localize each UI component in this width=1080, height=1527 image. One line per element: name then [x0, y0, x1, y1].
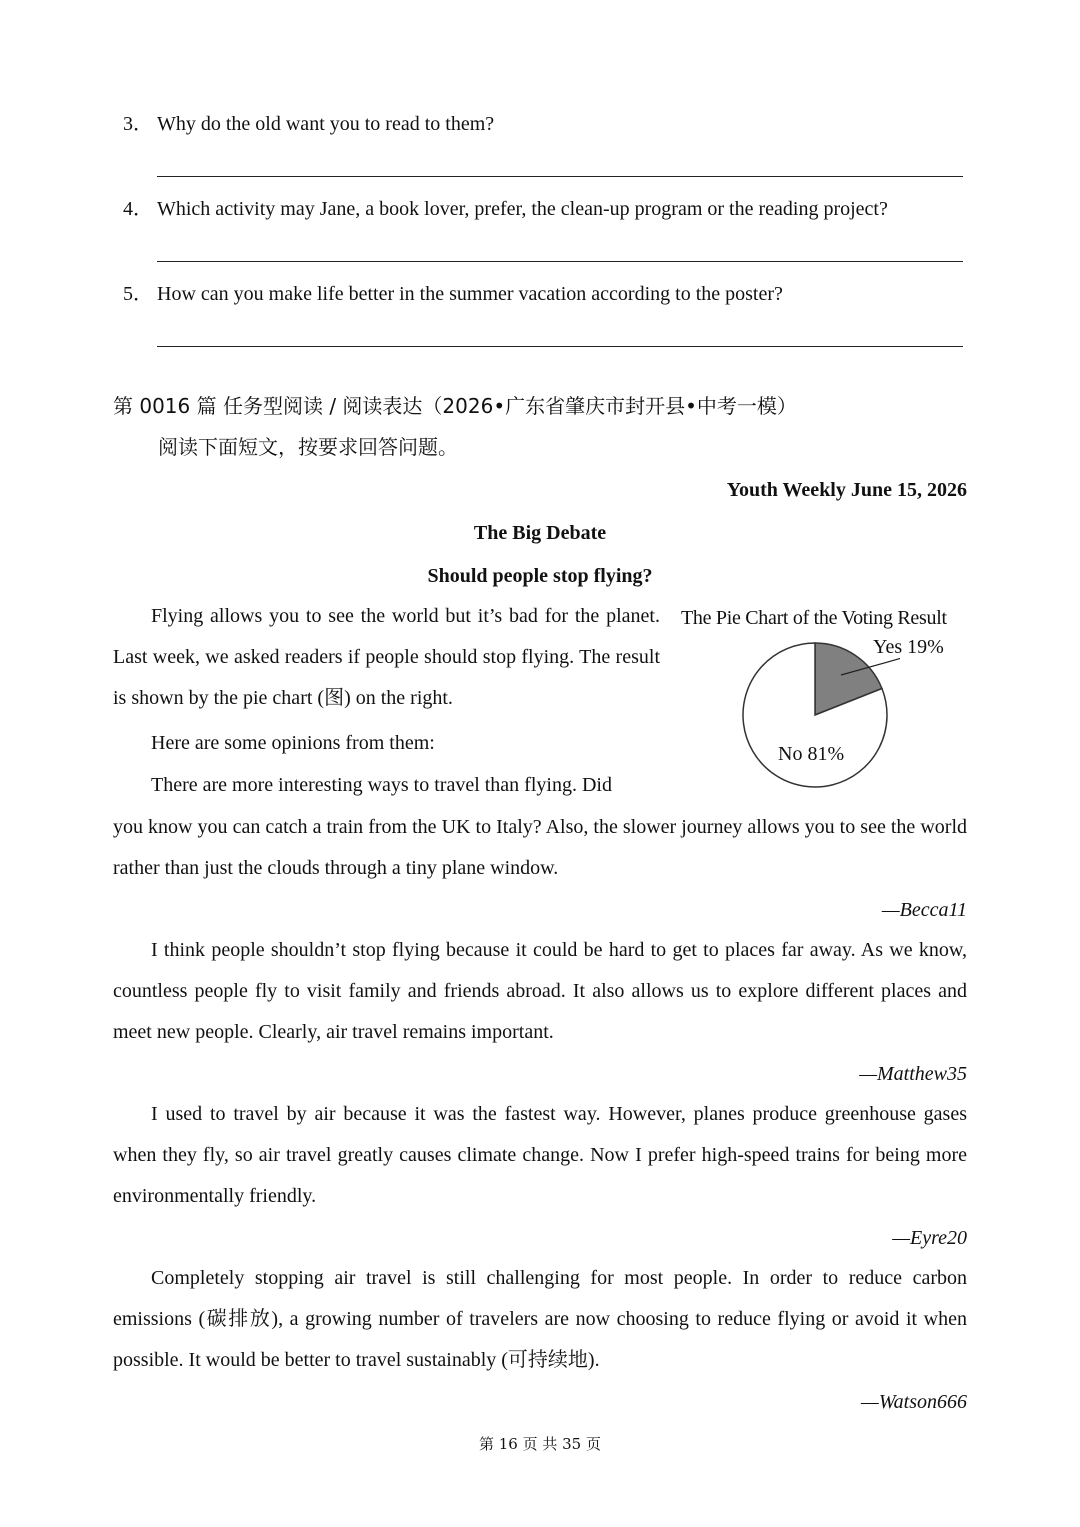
opinion-3: I used to travel by air because it was the fastest way. However, planes produce greenhouse gases when they fly, so air travel greatly causes climate change. Now I prefer high-speed trains for being more environmentally friendly. — [113, 1103, 967, 1207]
signature-1: —Becca11 — [881, 899, 967, 921]
pie-label-yes: Yes 19% — [873, 636, 944, 658]
question-number: 4． — [123, 198, 153, 220]
answer-line-4[interactable] — [157, 261, 963, 262]
question-5 — [123, 282, 783, 306]
opinion-1-first-line: There are more interesting ways to travel than flying. Did — [151, 774, 612, 796]
signature-3: —Eyre20 — [892, 1227, 967, 1249]
answer-line-3[interactable] — [157, 176, 963, 177]
opinions-intro: Here are some opinions from them: — [151, 732, 435, 754]
section-title: 第 0016 篇 任务型阅读 / 阅读表达（2026•广东省肇庆市封开县•中考一模） — [113, 394, 797, 418]
article-title: The Big Debate — [473, 522, 607, 544]
page-footer: 第 16 页 共 35 页 — [478, 1435, 601, 1453]
pie-label-no: No 81% — [778, 743, 845, 765]
question-3 — [123, 112, 494, 136]
chart-title: The Pie Chart of the Voting Result — [681, 607, 947, 629]
opinion-2: I think people shouldn’t stop flying because it could be hard to get to places far away. As we know, countless people fly to visit family and friends abroad. It also allows us to explore different places and meet new people. Clearly, air travel remains important. — [113, 939, 967, 1043]
instruction-text: 阅读下面短文，按要求回答问题。 — [158, 435, 458, 459]
question-number: 3． — [123, 113, 153, 135]
question-text: Which activity may Jane, a book lover, prefer, the clean-up program or the reading project? — [157, 198, 888, 220]
intro-paragraph: Flying allows you to see the world but it’s bad for the planet. Last week, we asked readers if people should stop flying. The result is shown by the pie chart (图) on the right. — [113, 605, 660, 709]
question-text: How can you make life better in the summer vacation according to the poster? — [157, 283, 783, 305]
article-dateline: Youth Weekly June 15, 2026 — [726, 479, 967, 501]
article-subtitle: Should people stop flying? — [427, 565, 653, 587]
opinion-1-rest: you know you can catch a train from the UK to Italy? Also, the slower journey allows you to see the world rather than just the clouds through a tiny plane window. — [113, 816, 967, 879]
question-4 — [123, 197, 888, 221]
opinion-4: Completely stopping air travel is still challenging for most people. In order to reduce carbon emissions (碳排放), a growing number of travelers are now choosing to reduce flying or avoid it when possible. It would be better to travel sustainably (可持续地). — [113, 1267, 967, 1371]
signature-2: —Matthew35 — [859, 1063, 967, 1085]
question-text: Why do the old want you to read to them? — [157, 113, 495, 135]
signature-4: —Watson666 — [861, 1391, 967, 1413]
answer-line-5[interactable] — [157, 346, 963, 347]
question-number: 5． — [123, 283, 153, 305]
